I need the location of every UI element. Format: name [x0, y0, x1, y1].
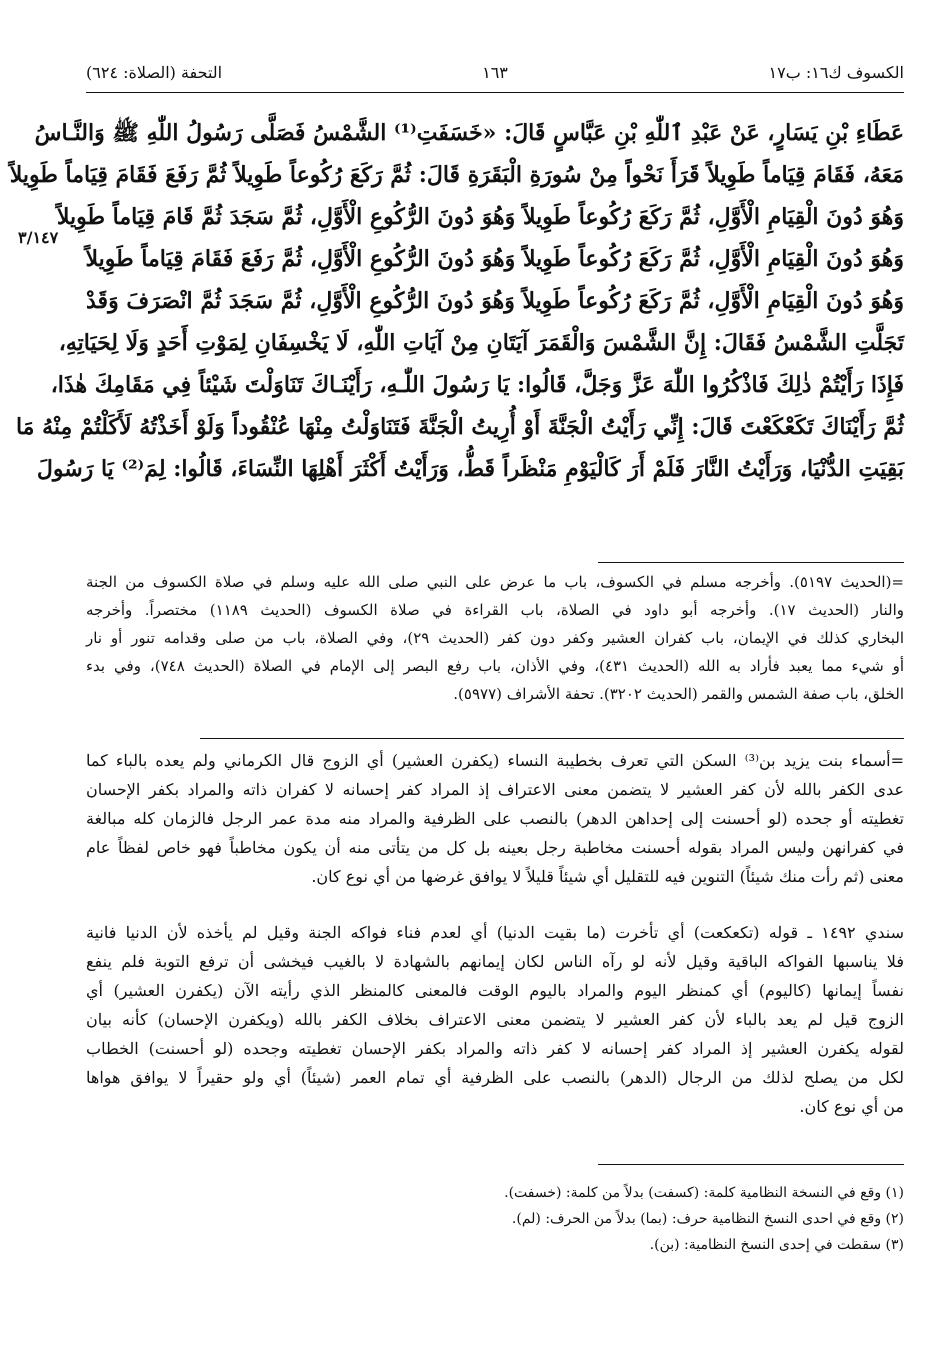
header-rule [86, 92, 904, 93]
takhrij-line: والنار (الحديث ١٧). وأخرجه أبو داود في الصلاة، باب القراءة في صلاة الكسوف (الحديث ١١٨٩) مختصراً. وأخرجه [86, 601, 904, 619]
footnote: (٢) وقع في احدى النسخ النظامية حرف: (بما) بدلاً من الحرف: (لم). [511, 1211, 904, 1227]
sindi-line: الزوج قيل لم يعد بالباء لأن كفر العشير لا يتضمن معنى الاعتراف بخلاف الكفر بالله (ويكفرن الإحسان) كأنه بيان [86, 1010, 904, 1029]
sindi-line: لكل من يصلح لذلك من الرجال (الدهر) بالنصب على الظرفية أي تمام العمر (شيئاً) أي ولو حقيراً لا يوافق هواها [86, 1068, 904, 1087]
header-tuhfa-ref: التحفة (الصلاة: ٦٢٤) [86, 63, 223, 82]
footnote: (٣) سقطت في إحدى النسخ النظامية: (بن). [649, 1237, 904, 1253]
commentary-line: =أسماء بنت يزيد بن⁽³⁾ السكن التي تعرف بخطيبة النساء (يكفرن العشير) أي الزوج قال الكرماني ولم يعده بالباء كما [86, 751, 905, 770]
margin-reference: ٣/١٤٧ [18, 228, 59, 247]
takhrij-note [86, 568, 904, 708]
sindi-line: من أي نوع كان. [799, 1097, 904, 1116]
commentary-line: في كفرانهن وليس المراد بقوله أحسنت مخاطبة رجل بعينه بل كل من يتأتى منه أن يكون مخاطباً فهو خاص لفظاً عام [86, 838, 904, 857]
sindi-line: نفساً إيمانها (كاليوم) أي كمنظر اليوم والمراد باليوم الوقت فالمعنى كالمنظر الذي رأيته الآن (يكفرن العشير) أي [86, 981, 904, 1000]
takhrij-line: =(الحديث ٥١٩٧). وأخرجه مسلم في الكسوف، باب ما عرض على النبي صلى الله عليه وسلم في صلاة الكسوف من الجنة [86, 573, 904, 591]
hadith-line: بَقِيَتِ الدُّنْيَا، وَرَأَيْتُ النَّارَ فَلَمْ أَرَ كَالْيَوْمِ مَنْظَراً قَطُّ، وَرَأَيْتُ أَكْثَرَ أَهْلِهَا النِّسَاءَ، قَالُوا: لِمَ⁽²⁾ يَا رَسُولَ [36, 456, 904, 482]
commentary-line: معنى (ثم رأت منك شيئاً) التنوين فيه للتقليل أي شيئاً قليلاً لا يوافق غرضها من أي نوع كان. [311, 867, 904, 886]
takhrij-line: الخلق، باب صفة الشمس والقمر (الحديث ٣٢٠٢). تحفة الأشراف (٥٩٧٧). [453, 685, 904, 703]
hadith-line: ثُمَّ رَأَيْنَاكَ تَكَعْكَعْتَ قَالَ: إِنِّي رَأَيْتُ الْجَنَّةَ أَوْ أُرِيتُ الْجَنَّةَ فَتَنَاوَلْتُ مِنْهَا عُنْقُوداً وَلَوْ أَخَذْتُهُ لَأَكَلْتُمْ مِنْهُ مَا [15, 414, 904, 440]
sindi-line: سندي ١٤٩٢ ـ قوله (تكعكعت) أي تأخرت (ما بقيت الدنيا) أي لعدم فناء فواكه الجنة وقيل لم يأخذه لأن الدنيا فانية [86, 923, 904, 942]
hadith-line: فَإِذَا رَأَيْتُمْ ذٰلِكَ فَاذْكُرُوا اللّٰهَ عَزَّ وَجَلَّ، قَالُوا: يَا رَسُولَ اللّٰـهِ، رَأَيْنَـاكَ تَنَاوَلْتَ شَيْئاً فِي مَقَامِكَ هٰذَا، [50, 372, 904, 398]
hadith-line: عَطَاءِ بْنِ يَسَارٍ، عَنْ عَبْدِ ٱللّٰهِ بْنِ عَبَّاسٍ قَالَ: «خَسَفَتِ⁽¹⁾ الشَّمْسُ فَصَلَّى رَسُولُ اللّٰهِ ﷺ وَالنَّـاسُ [34, 120, 904, 146]
header-chapter-ref: الكسوف ك١٦: ب١٧ [768, 63, 904, 82]
takhrij-line: البخاري كذلك في الإيمان، باب كفران العشير وكفر دون كفر (الحديث ٢٩)، وفي الصلاة، باب من صلى وقدامه تنور أو نار [86, 629, 904, 647]
footnotes-divider [598, 1164, 904, 1165]
hadith-line: مَعَهُ، فَقَامَ قِيَاماً طَوِيلاً قَرَأَ نَحْواً مِنْ سُورَةِ الْبَقَرَةِ قَالَ: ثُمَّ رَكَعَ رُكُوعاً طَوِيلاً ثُمَّ رَفَعَ فَقَامَ قِيَاماً طَوِيلاً [9, 162, 904, 188]
sindi-commentary [86, 918, 904, 1121]
commentary-line: تغطيته أو جحده (لو أحسنت إلى إحداهن الدهر) بالنصب على الظرفية والمراد منه مدة عمر الرجل فالزمان كله مبالغة [86, 809, 904, 828]
running-header [86, 58, 904, 88]
hadith-line: تَجَلَّتِ الشَّمْسُ فَقَالَ: إِنَّ الشَّمْسَ وَالْقَمَرَ آيَتَانِ مِنْ آيَاتِ اللّٰهِ، لَا يَخْسِفَانِ لِمَوْتِ أَحَدٍ وَلَا لِحَيَاتِهِ، [58, 330, 904, 356]
commentary-divider [200, 738, 904, 739]
page-number: ١٦٣ [482, 63, 508, 82]
sindi-line: لقوله يكفرن العشير إذ المراد كفر إحسانه لا كفر ذاته والمراد بكفر الإحسان تغطيته وجحده (لو أحسنت) الخطاب [86, 1039, 904, 1058]
footnotes [86, 1180, 904, 1258]
hadith-line: وَهُوَ دُونَ الْقِيَامِ الْأَوَّلِ، ثُمَّ رَكَعَ رُكُوعاً طَوِيلاً وَهُوَ دُونَ الرُّكُوعِ الْأَوَّلِ، ثُمَّ سَجَدَ ثُمَّ انْصَرَفَ وَقَدْ [86, 288, 904, 314]
hadith-line: وَهُوَ دُونَ الْقِيَامِ الْأَوَّلِ، ثُمَّ رَكَعَ رُكُوعاً طَوِيلاً وَهُوَ دُونَ الرُّكُوعِ الْأَوَّلِ، ثُمَّ رَفَعَ فَقَامَ قِيَاماً طَوِيلاً [85, 246, 904, 272]
takhrij-divider [598, 562, 904, 563]
sindi-line: فلا يناسبها الفواكه الباقية وقيل لأنه لو رآه الناس لكان إيمانهم بالشهادة لا بالغيب فيخشى أن ترفع التوبة فلم ينفع [86, 952, 905, 971]
hadith-line: وَهُوَ دُونَ الْقِيَامِ الْأَوَّلِ، ثُمَّ رَكَعَ رُكُوعاً طَوِيلاً وَهُوَ دُونَ الرُّكُوعِ الْأَوَّلِ، ثُمَّ سَجَدَ ثُمَّ قَامَ قِيَاماً طَوِيلاً [56, 204, 904, 230]
footnote: (١) وقع في النسخة النظامية كلمة: (كسفت) بدلاً من كلمة: (خسفت). [504, 1185, 904, 1201]
takhrij-line: أو شيء مما يعبد فأراد به الله (الحديث ٤٣١)، وفي الأذان، باب رفع البصر إلى الإمام في الصلاة (الحديث ٧٤٨)، وفي بدء [86, 657, 904, 675]
commentary-line: عدى الكفر بالله لأن كفر العشير لا يتضمن معنى الاعتراف إذ المراد كفر إحسانه لا كفران ذاته والمراد بكفر الإحسان [86, 780, 904, 799]
commentary-note [86, 746, 904, 891]
